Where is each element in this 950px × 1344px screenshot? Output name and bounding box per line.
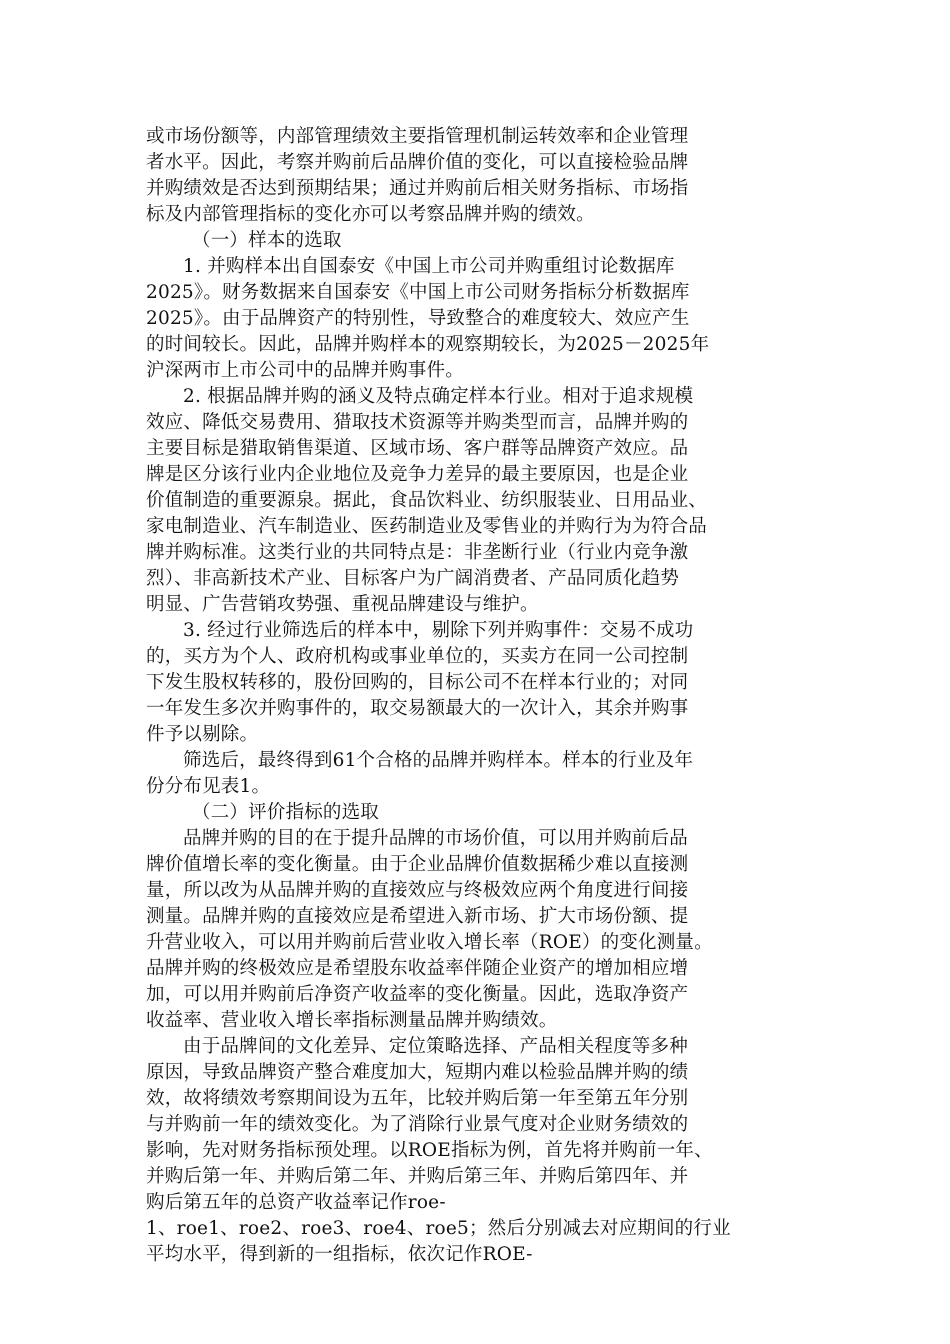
text-line: 或市场份额等，内部管理绩效主要指管理机制运转效率和企业管理 — [146, 126, 689, 147]
text-line: 件予以剔除。 — [146, 724, 259, 745]
text-line: 品牌并购的终极效应是希望股东收益率伴随企业资产的增加相应增 — [146, 958, 689, 979]
text-line: 品牌并购的目的在于提升品牌的市场价值，可以用并购前后品 — [183, 828, 688, 849]
text-line: （一）样本的选取 — [192, 230, 342, 251]
text-line: 下发生股权转移的，股份回购的，目标公司不在样本行业的；对同 — [146, 672, 689, 693]
text-line: 家电制造业、汽车制造业、医药制造业及零售业的并购行为为符合品 — [146, 516, 708, 537]
text-line: 并购后第一年、并购后第二年、并购后第三年、并购后第四年、并 — [146, 1166, 689, 1187]
text-line: 筛选后，最终得到61个合格的品牌并购样本。样本的行业及年 — [183, 750, 694, 771]
text-line: 2025》。由于品牌资产的特别性，导致整合的难度较大、效应产生 — [146, 308, 690, 329]
text-line: 原因，导致品牌资产整合难度加大，短期内难以检验品牌并购的绩 — [146, 1062, 689, 1083]
text-line: 测量。品牌并购的直接效应是希望进入新市场、扩大市场份额、提 — [146, 906, 689, 927]
text-line: 主要目标是猎取销售渠道、区域市场、客户群等品牌资产效应。品 — [146, 438, 689, 459]
text-line: 标及内部管理指标的变化亦可以考察品牌并购的绩效。 — [146, 204, 595, 225]
text-line: 加，可以用并购前后净资产收益率的变化衡量。因此，选取净资产 — [146, 984, 689, 1005]
text-line: 1、roe1、roe2、roe3、roe4、roe5；然后分别减去对应期间的行业 — [146, 1218, 731, 1239]
text-line: 烈）、非高新技术产业、目标客户为广阔消费者、产品同质化趋势 — [146, 568, 680, 589]
text-line: 3. 经过行业筛选后的样本中，剔除下列并购事件：交易不成功 — [183, 620, 694, 641]
text-line: 量，所以改为从品牌并购的直接效应与终极效应两个角度进行间接 — [146, 880, 689, 901]
text-line: 牌价值增长率的变化衡量。由于企业品牌价值数据稀少难以直接测 — [146, 854, 689, 875]
text-line: 的，买方为个人、政府机构或事业单位的，买卖方在同一公司控制 — [146, 646, 689, 667]
text-line: 购后第五年的总资产收益率记作roe- — [146, 1192, 446, 1213]
text-line: 平均水平，得到新的一组指标，依次记作ROE- — [146, 1244, 533, 1265]
text-line: 升营业收入，可以用并购前后营业收入增长率（ROE）的变化测量。 — [146, 932, 713, 953]
text-line: 明显、广告营销攻势强、重视品牌建设与维护。 — [146, 594, 539, 615]
text-line: 效，故将绩效考察期间设为五年，比较并购后第一年至第五年分别 — [146, 1088, 689, 1109]
text-line: 并购绩效是否达到预期结果；通过并购前后相关财务指标、市场指 — [146, 178, 689, 199]
text-line: 沪深两市上市公司中的品牌并购事件。 — [146, 360, 464, 381]
document-body — [146, 124, 808, 1268]
text-line: （二）评价指标的选取 — [192, 802, 380, 823]
text-line: 影响，先对财务指标预处理。以ROE指标为例，首先将并购前一年、 — [146, 1140, 713, 1161]
text-line: 价值制造的重要源泉。据此，食品饮料业、纺织服装业、日用品业、 — [146, 490, 708, 511]
text-line: 2. 根据品牌并购的涵义及特点确定样本行业。相对于追求规模 — [183, 386, 694, 407]
text-line: 由于品牌间的文化差异、定位策略选择、产品相关程度等多种 — [183, 1036, 688, 1057]
text-line: 与并购前一年的绩效变化。为了消除行业景气度对企业财务绩效的 — [146, 1114, 689, 1135]
text-line: 一年发生多次并购事件的，取交易额最大的一次计入，其余并购事 — [146, 698, 689, 719]
text-line: 收益率、营业收入增长率指标测量品牌并购绩效。 — [146, 1010, 558, 1031]
text-line: 者水平。因此，考察并购前后品牌价值的变化，可以直接检验品牌 — [146, 152, 689, 173]
text-line: 牌是区分该行业内企业地位及竞争力差异的最主要原因，也是企业 — [146, 464, 689, 485]
text-line: 的时间较长。因此，品牌并购样本的观察期较长，为2025－2025年 — [146, 334, 710, 355]
text-line: 1. 并购样本出自国泰安《中国上市公司并购重组讨论数据库 — [183, 256, 675, 277]
text-line: 牌并购标准。这类行业的共同特点是：非垄断行业（行业内竞争激 — [146, 542, 689, 563]
text-line: 2025》。财务数据来自国泰安《中国上市公司财务指标分析数据库 — [146, 282, 690, 303]
text-line: 效应、降低交易费用、猎取技术资源等并购类型而言，品牌并购的 — [146, 412, 689, 433]
text-line: 份分布见表1。 — [146, 776, 271, 797]
